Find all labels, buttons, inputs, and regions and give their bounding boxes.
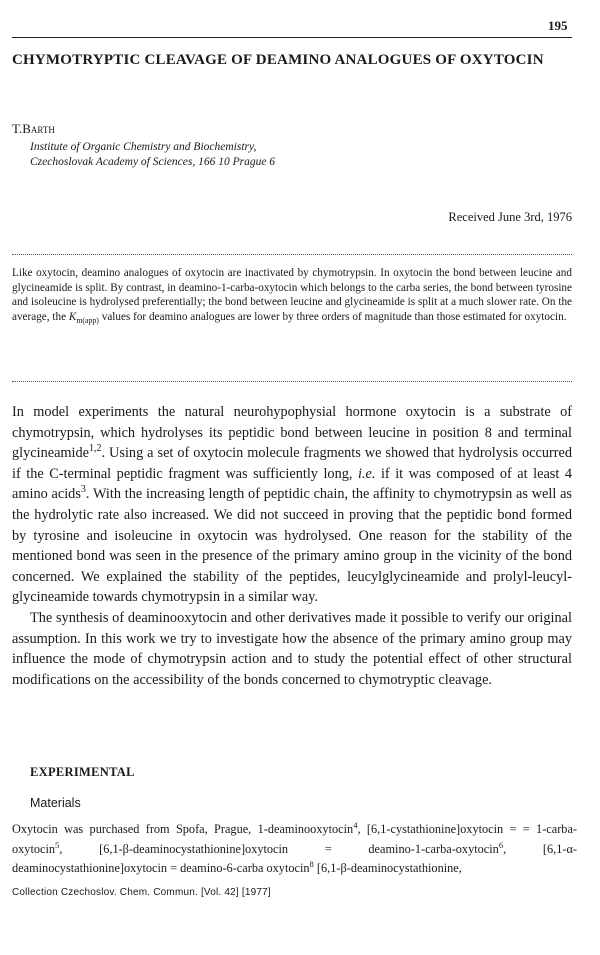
citation: 1,2 <box>89 443 102 455</box>
citation: 4 <box>353 819 358 830</box>
km-symbol: K <box>68 310 77 323</box>
received-date: Received June 3rd, 1976 <box>448 210 572 224</box>
affiliation <box>30 140 275 170</box>
abstract <box>12 266 572 324</box>
subsection-heading: Materials <box>30 796 81 810</box>
citation: 8 <box>309 858 314 869</box>
introduction <box>12 402 572 690</box>
affiliation-line: Czechoslovak Academy of Sciences, 166 10 Prague 6 <box>30 156 276 168</box>
abstract-divider-bottom <box>12 381 572 382</box>
body-paragraph: The synthesis of deaminooxytocin and other derivatives made it possible to verify our original assumption. In this work we try to investigate how the absence of the primary amino group may influence the mode of chymotrypsin action and to study the potential effect of other structural modifications on the accessibility of the bonds concerned to chymotryptic cleavage. <box>12 609 572 688</box>
citation: 6 <box>498 839 504 850</box>
author: T.Barth <box>12 121 55 136</box>
body-paragraph: In model experiments the natural neurohypophysial hormone oxytocin is a substrate of chymotrypsin, which hydrolyses its peptidic bond between leucine in position 8 and terminal glycineamide$^{1,2}$. Using a set of oxytocin molecule fragments we showed that hydrolysis occurred if the C-terminal peptidic fragment was sufficiently long, i.e. if it was composed of at least 4 amino acids$^3$. With the increasing length of peptidic chain, the affinity to chymotrypsin as well as the hydrolytic rate also increased. We did not succeed in proving that the peptidic bond formed by tyrosine and isoleucine in oxytocin was hydrolysed. One reason for the stability of the mentioned bond was seen in the presence of the primary amino group in the vicinity of the bond concerned. We explained the stability of the peptides, leucylglycineamide and prolyl-leucyl-glycineamide towards chymotrypsin in a similar way. <box>12 404 572 606</box>
article-title: CHYMOTRYPTIC CLEAVAGE OF DEAMINO ANALOGUES OF OXYTOCIN <box>12 52 544 68</box>
journal-footer: Collection Czechoslov. Chem. Commun. [Vol. 42] [1977] <box>12 887 271 898</box>
header-rule <box>12 37 572 38</box>
citation: 5 <box>55 839 60 850</box>
page-number: 195 <box>548 18 568 33</box>
citation: 3 <box>80 484 86 496</box>
abstract-divider-top <box>12 254 572 255</box>
km-subscript: m(app) <box>76 316 99 326</box>
materials-paragraph: Oxytocin was purchased from Spofa, Prague, 1-deaminooxytocin$^4$, [6,1-cystathionine]oxytocin = = 1-carba-oxytocin$^5$, [6,1-β-deaminocystathionine]oxytocin = deamino-1-carba-oxytocin$^6$, [6,1-α-deaminocystathionine]oxytocin = deamino-6-carba oxytocin$^8$ [6,1-β-deaminocystathionine, <box>12 819 578 875</box>
section-heading: EXPERIMENTAL <box>30 765 135 779</box>
abstract-paragraph: Like oxytocin, deamino analogues of oxytocin are inactivated by chymotrypsin. In oxytocin the bond between leucine and glycineamide is split. By contrast, in deamino-1-carba-oxytocin which belongs to the carba series, the bond between tyrosine and isoleucine is hydrolysed preferentially; the bond between leucine and glycineamide is split at a much slower rate. On the average, the $K_{m(app)}$ values for deamino analogues are lower by three orders of magnitude than those estimated for oxytocin. <box>12 267 572 326</box>
affiliation-line: Institute of Organic Chemistry and Biochemistry, <box>30 141 257 153</box>
